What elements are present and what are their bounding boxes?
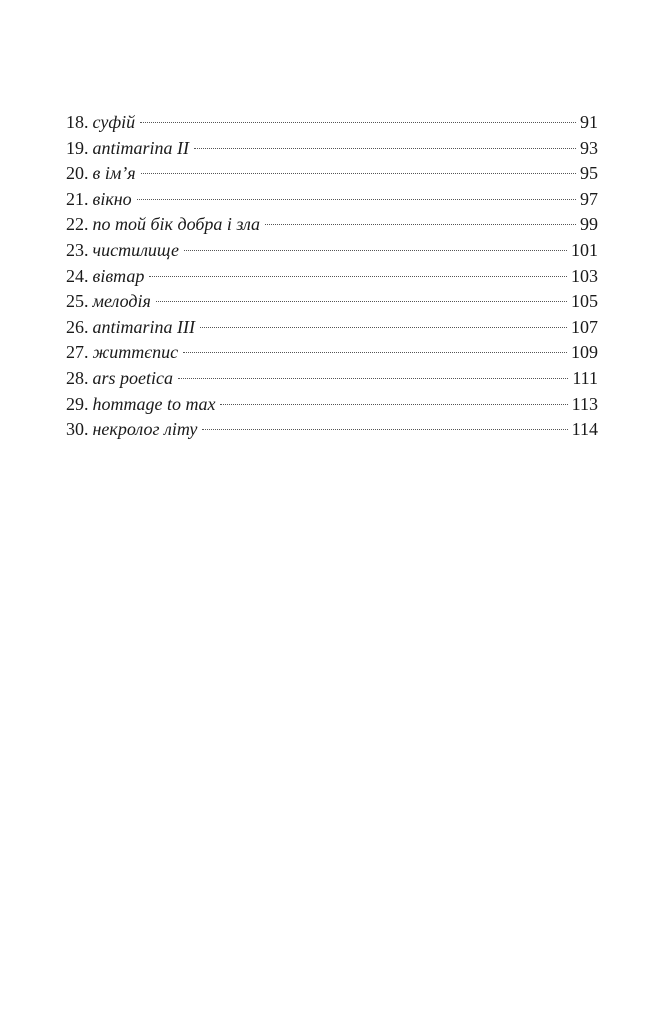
toc-entry [66, 366, 598, 392]
toc-entry-page: 103 [571, 265, 598, 286]
toc-entry-page: 113 [571, 393, 598, 414]
toc-entry-number: 26. [66, 316, 89, 337]
toc-entry-page: 101 [571, 239, 598, 260]
toc-entry-number: 22. [66, 214, 89, 235]
toc-entry-title: antimarina II [92, 137, 189, 158]
toc-entry-page: 91 [580, 112, 598, 132]
toc-entry-page: 107 [571, 316, 598, 337]
toc-dot-leader [156, 301, 567, 302]
toc-entry-number: 30. [66, 419, 89, 440]
toc-dot-leader [140, 122, 576, 123]
toc-dot-leader [178, 378, 568, 379]
toc-entry [66, 315, 598, 341]
toc-entry-title: hommage to max [92, 393, 216, 414]
toc-dot-leader [184, 250, 567, 251]
toc-dot-leader [183, 352, 567, 353]
toc-dot-leader [141, 173, 576, 174]
toc-entry-title: життєпис [92, 342, 179, 363]
toc-entry [66, 110, 598, 136]
toc-entry-number: 27. [66, 342, 89, 363]
toc-entry-title: вівтар [92, 265, 145, 286]
toc-entry-title: чистилище [92, 239, 179, 260]
toc-entry [66, 264, 598, 290]
toc-dot-leader [200, 327, 567, 328]
toc-entry-title: antimarina III [92, 316, 195, 337]
toc-entry-number: 19. [66, 137, 89, 158]
toc-dot-leader [194, 148, 576, 149]
toc-entry [66, 392, 598, 418]
toc-entry-page: 93 [580, 137, 598, 158]
toc-dot-leader [202, 429, 567, 430]
toc-entry-title: вікно [92, 188, 132, 209]
toc-entry-title: суфій [92, 112, 136, 132]
toc-entry-page: 105 [571, 291, 598, 312]
toc-entry-page: 95 [580, 163, 598, 184]
toc-entry [66, 340, 598, 366]
toc-entry-page: 99 [580, 214, 598, 235]
toc-dot-leader [137, 199, 576, 200]
toc-entry-number: 29. [66, 393, 89, 414]
toc-entry-number: 18. [66, 112, 89, 132]
toc-entry [66, 136, 598, 162]
toc-dot-leader [149, 276, 567, 277]
toc-dot-leader [220, 404, 567, 405]
toc-entry [66, 289, 598, 315]
toc-entry-number: 28. [66, 367, 89, 388]
toc-entry-page: 109 [571, 342, 598, 363]
toc-dot-leader [265, 224, 576, 225]
toc-entry-number: 25. [66, 291, 89, 312]
toc-entry-page: 114 [571, 419, 598, 440]
toc-entry [66, 212, 598, 238]
toc-entry-title: некролог літу [92, 419, 198, 440]
toc-entry-title: в ім’я [92, 163, 136, 184]
toc-entry-number: 20. [66, 163, 89, 184]
toc-entry [66, 187, 598, 213]
toc-entry [66, 161, 598, 187]
toc-entry-number: 24. [66, 265, 89, 286]
toc-entry-title: ars poetica [92, 367, 173, 388]
toc-entry-title: по той бік добра і зла [92, 214, 261, 235]
toc-entry-number: 21. [66, 188, 89, 209]
toc-entry-page: 111 [572, 367, 598, 388]
table-of-contents [66, 110, 598, 443]
toc-entry-title: мелодія [92, 291, 151, 312]
toc-entry-number: 23. [66, 239, 89, 260]
toc-entry [66, 417, 598, 443]
toc-entry [66, 238, 598, 264]
toc-entry-page: 97 [580, 188, 598, 209]
